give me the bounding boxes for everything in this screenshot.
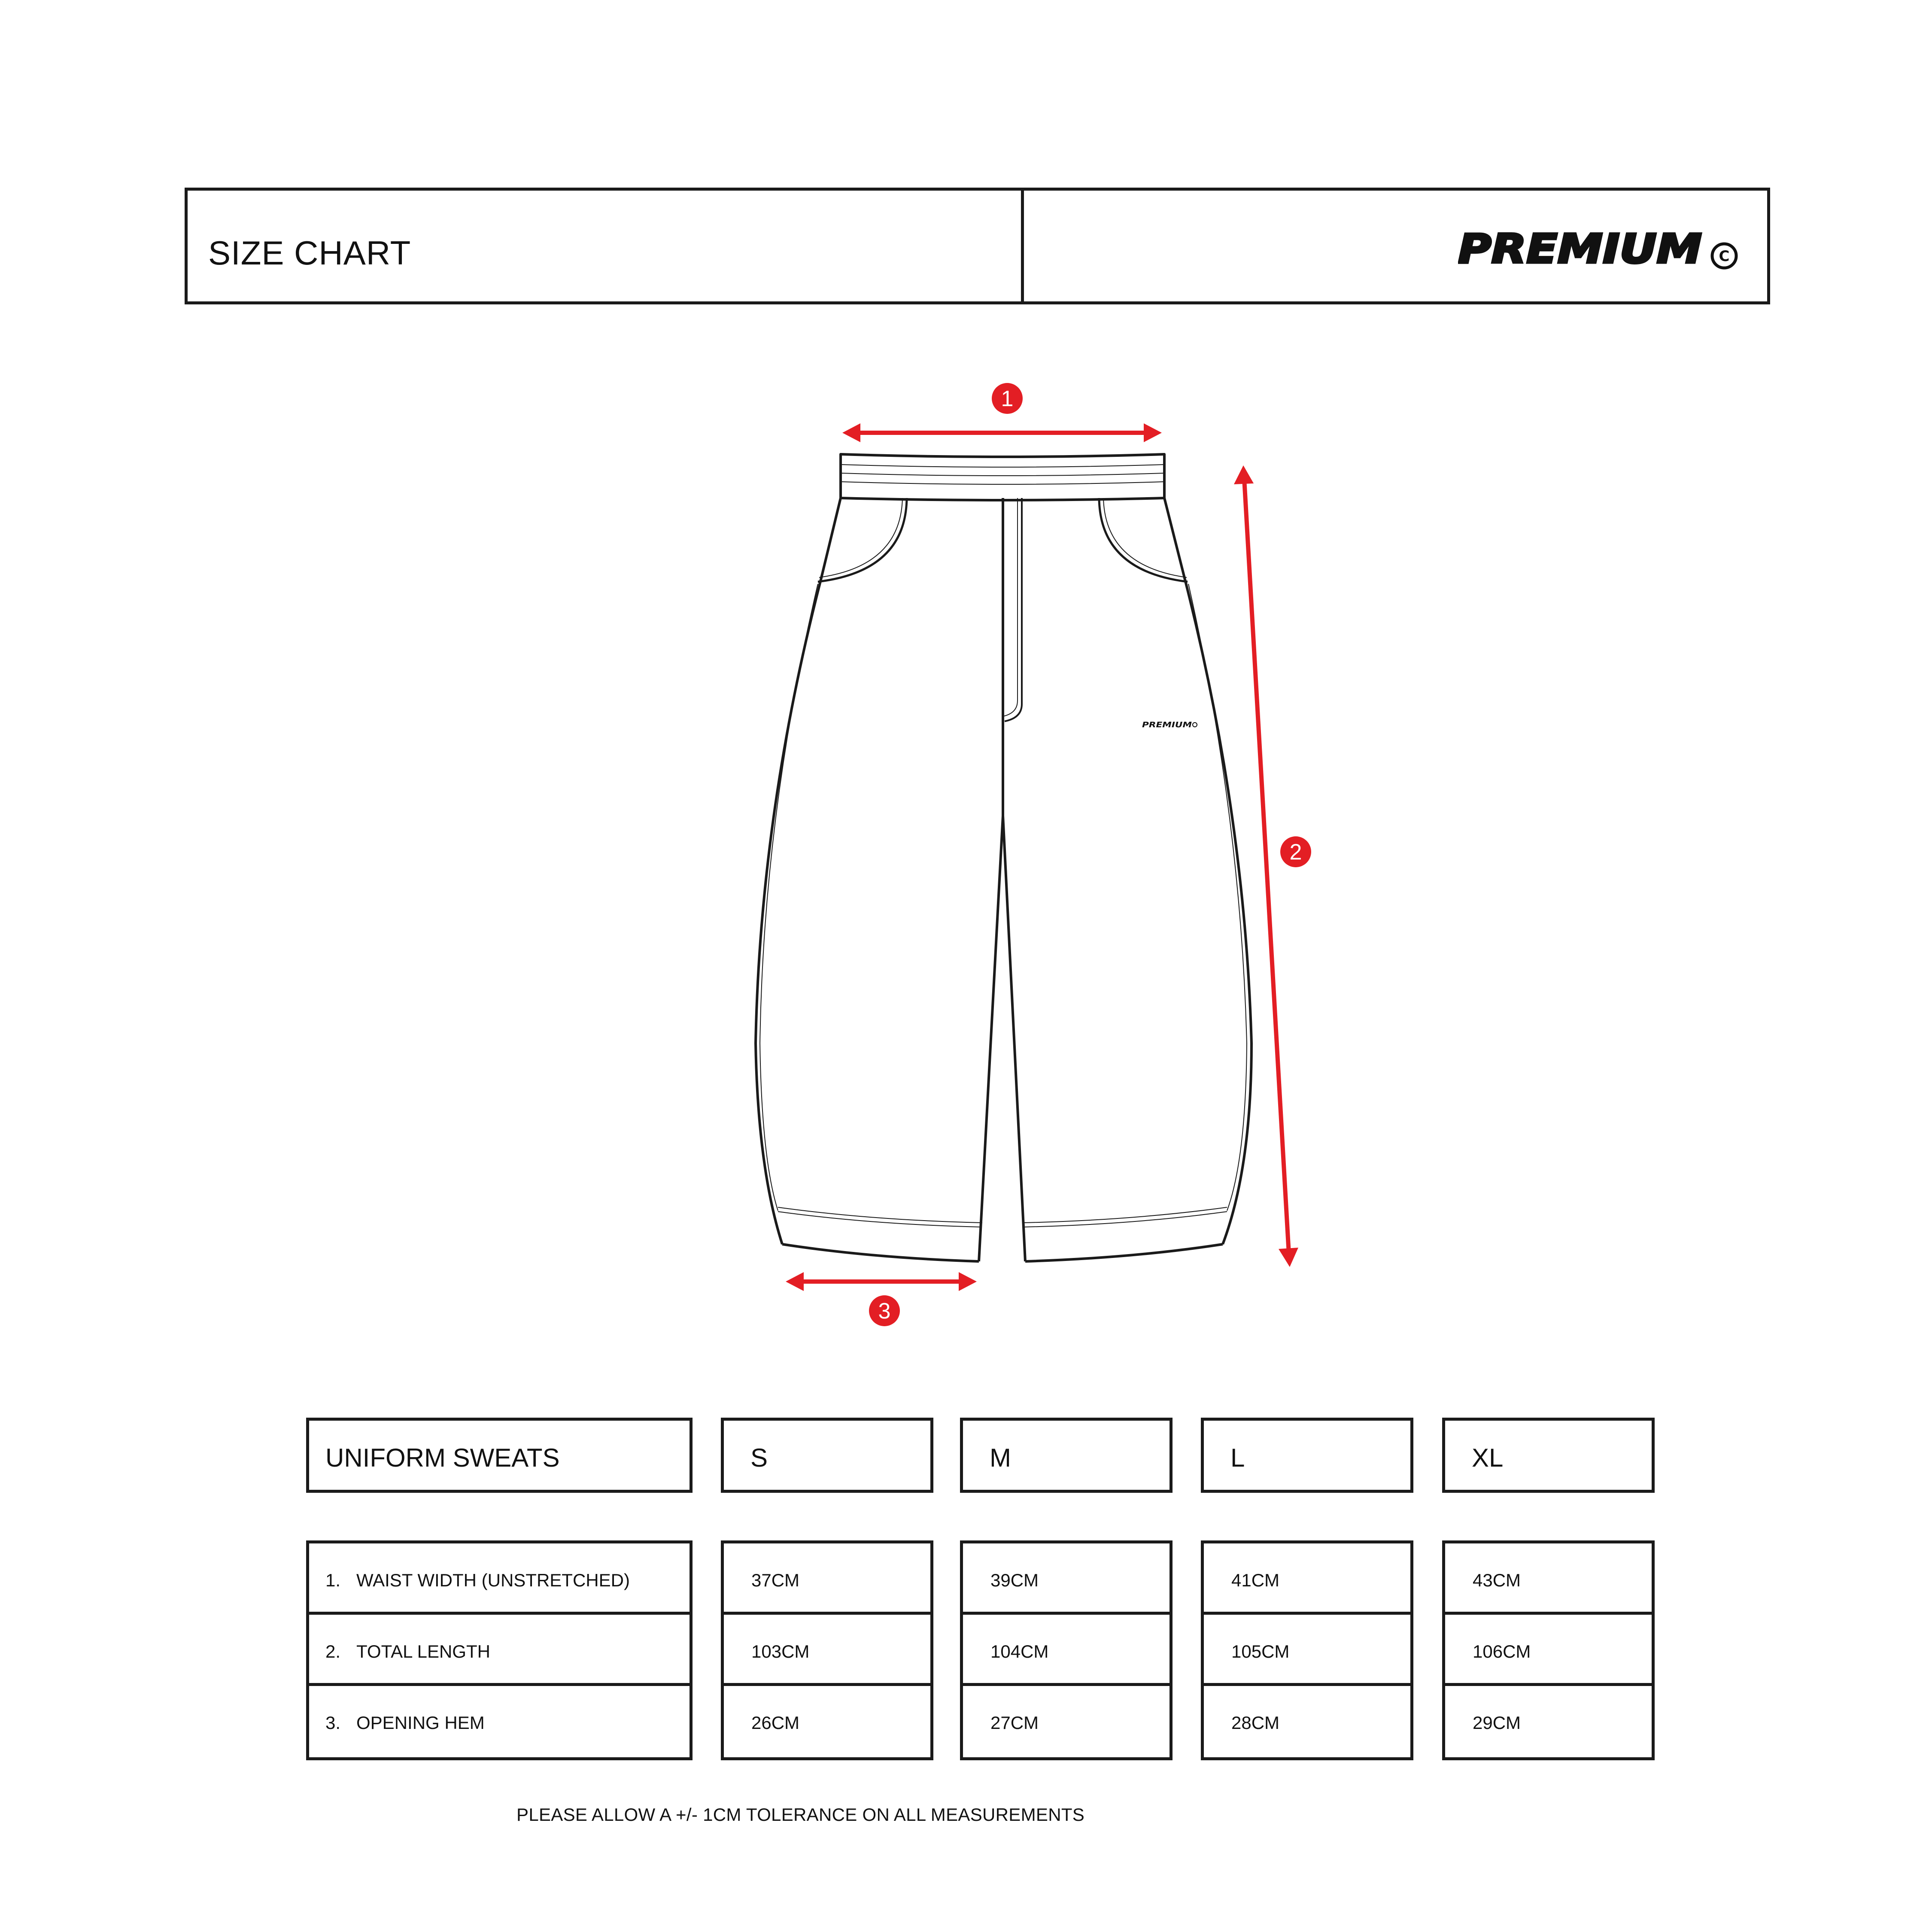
row-number: 2. — [325, 1641, 341, 1662]
cell-value: 28CM — [1231, 1713, 1280, 1733]
size-header-l — [1201, 1418, 1413, 1493]
cell-value: 27CM — [990, 1713, 1039, 1733]
size-header-m — [960, 1418, 1173, 1493]
cell-value: 106CM — [1473, 1641, 1531, 1662]
table-cell — [1204, 1615, 1410, 1686]
cell-value: 29CM — [1473, 1713, 1521, 1733]
marker-2 — [1280, 836, 1311, 867]
cell-value: 41CM — [1231, 1570, 1280, 1590]
brand-logo-text: PREMIUM — [1458, 229, 1702, 272]
table-cell — [1204, 1543, 1410, 1615]
svg-text:3: 3 — [878, 1299, 891, 1324]
cell-value: 37CM — [751, 1570, 800, 1590]
size-header-s — [721, 1418, 933, 1493]
size-header-xl — [1442, 1418, 1655, 1493]
row-number: 3. — [325, 1713, 341, 1733]
size-label: S — [750, 1443, 768, 1472]
cell-value: 103CM — [751, 1641, 810, 1662]
fly-placket — [1004, 498, 1022, 721]
table-cell — [963, 1686, 1170, 1757]
measure-arrow-length — [1234, 465, 1298, 1267]
row-label: OPENING HEM — [356, 1713, 485, 1733]
cell-value: 105CM — [1231, 1641, 1290, 1662]
size-column-xl — [1442, 1540, 1655, 1760]
table-row — [309, 1615, 690, 1686]
table-row — [309, 1543, 690, 1615]
measure-arrow-hem — [786, 1272, 977, 1291]
size-column-s — [721, 1540, 933, 1760]
table-cell — [1204, 1686, 1410, 1757]
size-label: XL — [1472, 1443, 1504, 1472]
table-cell — [1445, 1686, 1652, 1757]
table-cell — [963, 1615, 1170, 1686]
garment-logo — [1142, 720, 1197, 729]
marker-3 — [869, 1295, 900, 1326]
product-name: UNIFORM SWEATS — [325, 1443, 560, 1472]
size-column-l — [1201, 1540, 1413, 1760]
row-label: WAIST WIDTH (UNSTRETCHED) — [356, 1570, 630, 1590]
table-cell — [724, 1543, 930, 1615]
table-cell — [1445, 1615, 1652, 1686]
table-cell — [724, 1686, 930, 1757]
table-cell — [1445, 1543, 1652, 1615]
svg-text:1: 1 — [1001, 386, 1014, 411]
row-label: TOTAL LENGTH — [356, 1641, 490, 1662]
svg-text:2: 2 — [1289, 840, 1302, 865]
size-label: M — [990, 1443, 1011, 1472]
table-cell — [724, 1615, 930, 1686]
svg-text:C: C — [1719, 248, 1730, 265]
cell-value: 43CM — [1473, 1570, 1521, 1590]
size-label: L — [1230, 1443, 1245, 1472]
table-cell — [963, 1543, 1170, 1615]
table-row — [309, 1686, 690, 1757]
marker-1 — [992, 383, 1023, 414]
measurement-labels-column — [306, 1540, 693, 1760]
cell-value: 39CM — [990, 1570, 1039, 1590]
product-name-cell — [306, 1418, 693, 1493]
tolerance-note: PLEASE ALLOW A +/- 1CM TOLERANCE ON ALL MEASUREMENTS — [516, 1804, 1085, 1825]
page-title: SIZE CHART — [208, 234, 411, 272]
waistband — [841, 454, 1164, 500]
cell-value: 104CM — [990, 1641, 1049, 1662]
pants-outline — [756, 498, 1252, 1261]
svg-text:PREMIUM: PREMIUM — [1142, 720, 1192, 729]
size-column-m — [960, 1540, 1173, 1760]
cell-value: 26CM — [751, 1713, 800, 1733]
row-number: 1. — [325, 1570, 341, 1590]
measure-arrow-waist — [842, 423, 1162, 442]
